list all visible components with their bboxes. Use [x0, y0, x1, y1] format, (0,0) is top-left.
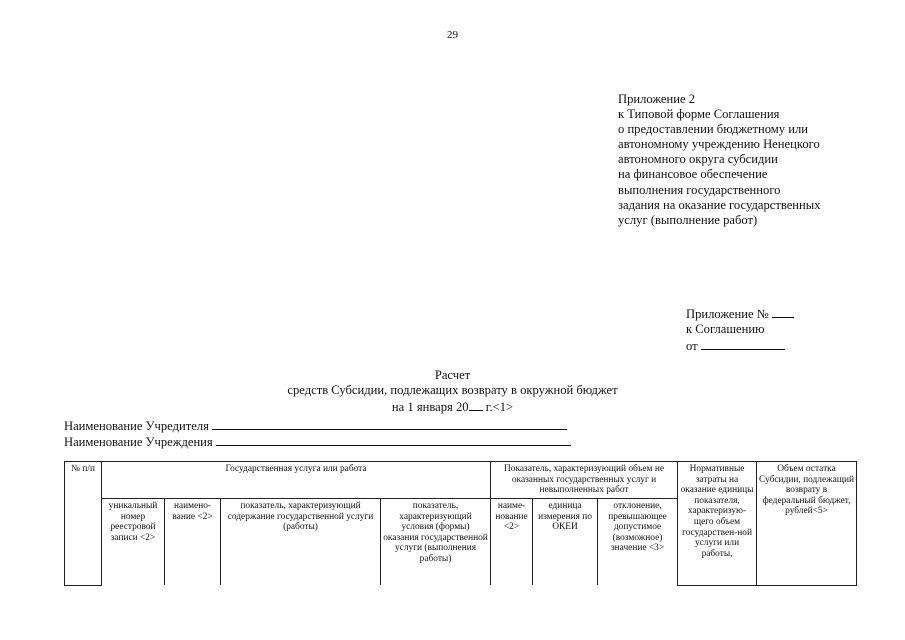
content-indicator-header: показатель, характеризующий содержание государственной услуги (работы)	[221, 499, 381, 586]
indicator-group-header: Показатель, характеризующий объем не оказанных государственных услуг и невыполненных работ	[491, 462, 678, 499]
agreement-date-blank	[701, 338, 785, 350]
col-number-header: № п/п	[65, 462, 102, 586]
document-title	[0, 368, 905, 415]
appendix-line: автономного округа субсидии	[618, 152, 778, 167]
agreement-reference	[686, 306, 794, 354]
title-date-suffix: г.<1>	[482, 399, 514, 414]
appendix-line: о предоставлении бюджетному или	[618, 122, 808, 137]
agreement-appendix-label: Приложение №	[686, 307, 769, 321]
normative-costs-header: Нормативные затраты на оказание единицы показателя, характеризую-щего объем государствен-ной услуги или работы,	[678, 462, 757, 586]
page-number: 29	[447, 29, 458, 41]
appendix-line: автономному учреждению Ненецкого	[618, 137, 820, 152]
conditions-indicator-header: показатель, характеризующий условия (формы) оказания государственной услуги (выполнения работы)	[381, 499, 491, 586]
appendix-line: Приложение 2	[618, 92, 696, 106]
appendix-header	[618, 92, 821, 228]
year-blank	[469, 399, 483, 411]
indicator-name-header: наиме-нование <2>	[491, 499, 533, 586]
service-group-header: Государственная услуга или работа	[102, 462, 491, 499]
founder-blank	[212, 418, 567, 430]
founder-label: Наименование Учредителя	[64, 419, 209, 433]
agreement-date-label: от	[686, 338, 698, 353]
agreement-label: к Соглашению	[686, 322, 765, 337]
appendix-line: услуг (выполнение работ)	[618, 212, 758, 227]
appendix-line: выполнения государственного	[618, 182, 781, 197]
remainder-header: Объем остатка Субсидии, подлежащий возврату в федеральный бюджет, рублей<5>	[757, 462, 857, 586]
unit-header: единица измерения по ОКЕИ	[533, 499, 598, 586]
title-line: Расчет	[434, 368, 471, 382]
appendix-number-blank	[772, 306, 794, 318]
appendix-line: к Типовой форме Соглашения	[618, 107, 780, 122]
institution-label: Наименование Учреждения	[64, 435, 213, 450]
appendix-line: на финансовое обеспечение	[618, 167, 768, 182]
calculation-table	[64, 461, 857, 586]
name-fields	[64, 418, 571, 451]
deviation-header: отклонение, превышающее допустимое (возможное) значение <3>	[598, 499, 678, 586]
title-line: средств Субсидии, подлежащих возврату в окружной бюджет	[287, 383, 618, 398]
appendix-line: задания на оказание государственных	[618, 197, 821, 212]
institution-blank	[216, 434, 571, 446]
title-date-prefix: на 1 января 20	[391, 399, 469, 414]
unique-number-header: уникальный номер реестровой записи <2>	[102, 499, 165, 586]
service-name-header: наимено-вание <2>	[165, 499, 221, 586]
